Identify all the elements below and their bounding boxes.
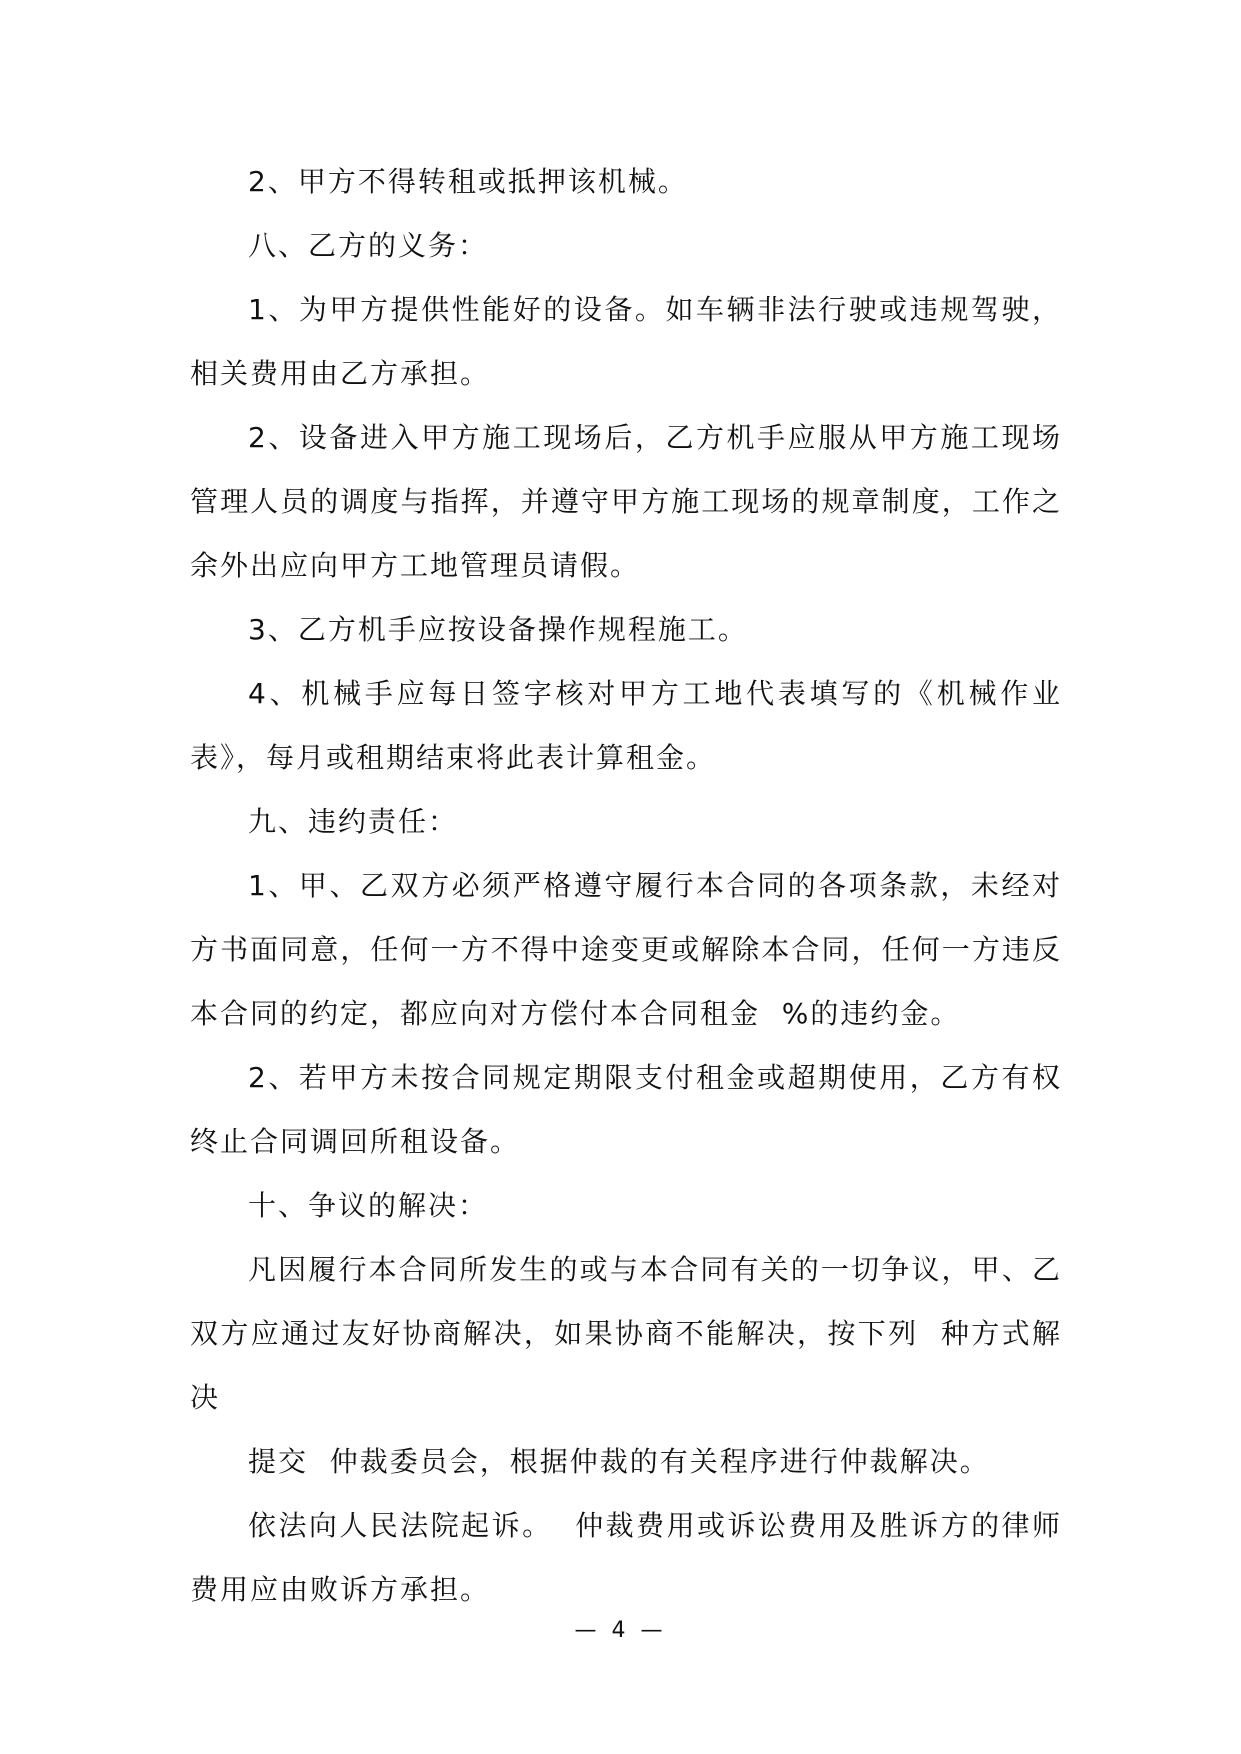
section-heading: 十、争议的解决： — [248, 1189, 489, 1222]
document-body — [190, 150, 1062, 1622]
paragraph: 提交 仲裁委员会，根据仲裁的有关程序进行仲裁解决。 — [248, 1445, 990, 1478]
paragraph: 2、若甲方未按合同规定期限支付租金或超期使用，乙方有权终止合同调回所租设备。 — [190, 1061, 1062, 1158]
paragraph: 2、甲方不得转租或抵押该机械。 — [248, 165, 688, 198]
paragraph: 1、甲、乙双方必须严格遵守履行本合同的各项条款，未经对方书面同意，任何一方不得中途变更或解除本合同，任何一方违反本合同的约定，都应向对方偿付本合同租金 %的违约金。 — [190, 869, 1062, 1030]
paragraph: 3、乙方机手应按设备操作规程施工。 — [248, 613, 748, 646]
paragraph: 依法向人民法院起诉。 仲裁费用或诉讼费用及胜诉方的律师费用应由败诉方承担。 — [190, 1509, 1062, 1606]
section-heading: 九、违约责任： — [248, 805, 459, 838]
paragraph: 2、设备进入甲方施工现场后，乙方机手应服从甲方施工现场管理人员的调度与指挥，并遵守甲方施工现场的规章制度，工作之余外出应向甲方工地管理员请假。 — [190, 421, 1062, 582]
paragraph: 4、机械手应每日签字核对甲方工地代表填写的《机械作业表》，每月或租期结束将此表计算租金。 — [190, 677, 1062, 774]
paragraph: 凡因履行本合同所发生的或与本合同有关的一切争议，甲、乙双方应通过友好协商解决，如果协商不能解决，按下列 种方式解决 — [190, 1253, 1062, 1414]
section-heading: 八、乙方的义务： — [248, 229, 489, 262]
paragraph: 1、为甲方提供性能好的设备。如车辆非法行驶或违规驾驶，相关费用由乙方承担。 — [190, 293, 1062, 390]
page-number: — 4 — — [574, 1618, 667, 1643]
